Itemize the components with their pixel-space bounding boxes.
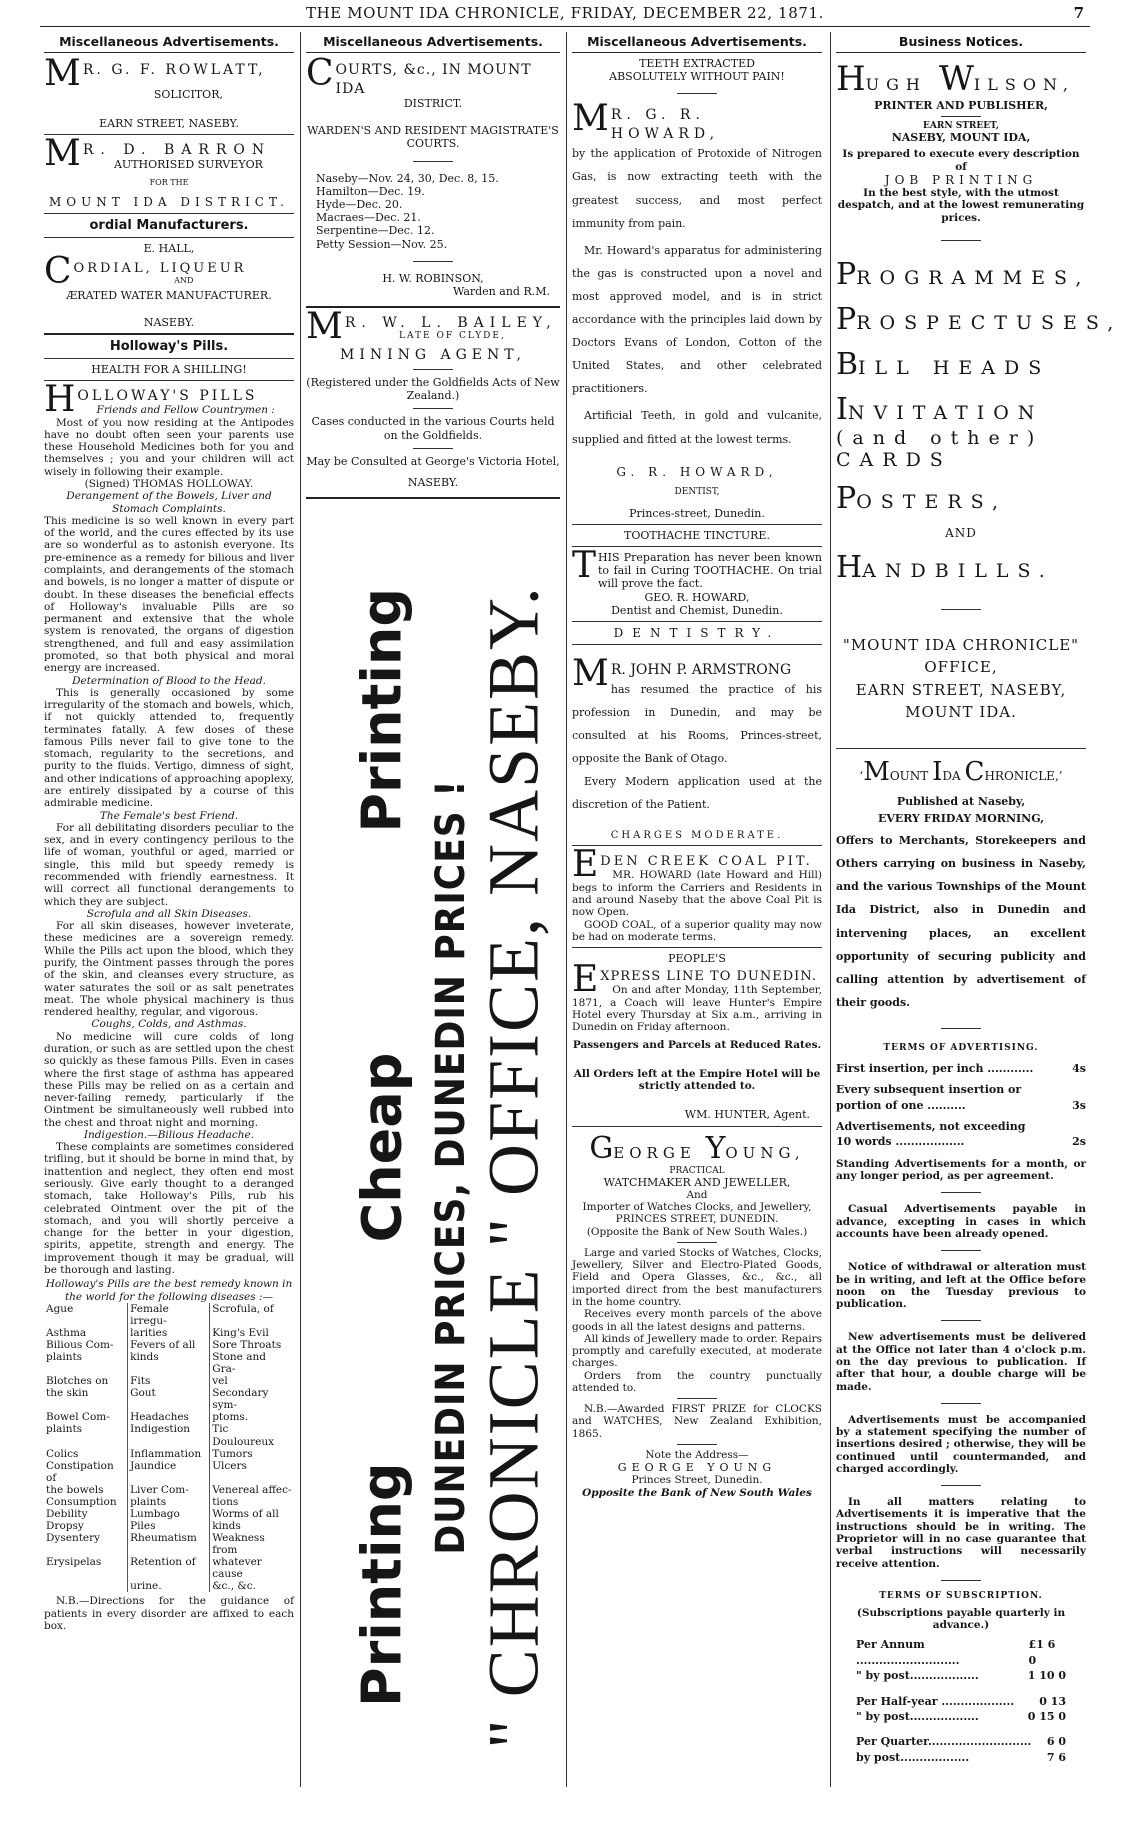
ad-subhead: Derangement of the Bowels, Liver and Stomach Complaints. — [66, 490, 272, 515]
ad-paragraph: Every Modern application used at the discretion of the Patient. — [572, 775, 822, 812]
ad-and: AND — [174, 275, 194, 285]
drop-cap: P — [836, 256, 857, 292]
drop-cap: Y — [705, 1130, 726, 1166]
column-4: Business Notices. HUGH WILSON, PRINTER AND PUBLISHER, EARN STREET, NASEBY, MOUNT IDA, Is prepared to execute every description of JOB PRINTING In the best style, with the utmost despatch, and at the lowest remunerating prices. PROGRAMMES, PROSPECTUSES, BILL HEADS INVITATION (and other) CARDS POSTERS, AND HANDBILLS. "MOUNT IDA CHRONICLE" OFFICE, EARN STREET, NASEBY, MOUNT IDA. ‘MOUNT IDA CHRONICLE,’ Published at Naseby, EVERY FRIDAY MORNING, Offers to Merchants, Storekeepers and Others carrying on business in Naseby, and the various Townships of the Mount Ida District, also in Dunedin and intervening places, an excellent opportunity of securing publicity and calling attention by advertisement of their goods. TERMS OF ADVERTISING. First insertion, per inch ............ 4s Every subsequent insertion or portion of one .......... 3s Advertisements, not exceeding 10 words .................. 2s Standing Advertisements for a month, or any longer period, as per agreement. Casual Advertisements payable in advance, excepting in cases in which accounts have been already opened. Notice of withdrawal or alteration must be in writing, and left at the Office before noon on the Tuesday previous to publication. New advertisements must be delivered at the Office not later than 4 o'clock p.m. on the day previous to publication. If after that hour, a double charge will be made. Advertisements must be accompanied by a statement specifying the number of insertions desired ; otherwise, they will be continued until countermanded, and charged accordingly. In all matters relating to Advertisements it is imperative that the instructions should be in writing. The Proprietor will in no case guarantee that verbal instructions will necessarily receive attention. TERMS OF SUBSCRIPTION. (Subscriptions payable quarterly in advance.) Per Annum ........................... £1 6 0 " by post.................. 1 10 0 Per Half-year ................... 0 13 " by post.................. 0 15 0 Per Quarter........................... 6 0 by post.................. 7 6 — [836, 34, 1122, 1764]
drop-cap: M — [44, 53, 81, 94]
disease-cell: plaints — [46, 1423, 83, 1436]
ad-paragraph: by the application of Protoxide of Nitrogen Gas, is now extracting teeth with the greatest success, and most perfect immunity from pain. — [572, 147, 822, 230]
ad-role: DENTIST, — [674, 486, 720, 497]
ad-paragraph: Note the Address— — [645, 1449, 749, 1462]
disease-cell: Asthma — [46, 1326, 87, 1339]
ad-paragraph: Advertisements must be accompanied by a statement specifying the number of insertions desired ; otherwise, they will be continued until countermanded, and charged accordingly. — [836, 1413, 1086, 1475]
drop-cap: C — [44, 250, 72, 292]
printing-item-label: AND — [945, 525, 977, 540]
disease-cell: Retention of — [128, 1556, 210, 1580]
ad-paragraph: New advertisements must be delivered at the Office not later than 4 o'clock p.m. on the day previous to publication. If after that hour, a double charge will be made. — [836, 1331, 1086, 1393]
rates-list — [836, 1061, 1086, 1150]
office-address: MOUNT IDA. — [905, 703, 1017, 722]
printing-item — [836, 481, 1086, 516]
drop-cap: B — [836, 346, 859, 382]
disease-row — [44, 1339, 294, 1351]
disease-cell: Bowel Com- — [46, 1411, 110, 1424]
disease-cell: Dropsy — [46, 1519, 84, 1532]
paper-name: OUNT — [889, 768, 929, 783]
ad-address: PRINCES STREET, DUNEDIN. — [615, 1213, 779, 1226]
drop-cap: M — [306, 306, 343, 348]
subscription-value: 6 0 — [1046, 1735, 1066, 1749]
printing-item-label: OSTERS, — [856, 490, 1008, 513]
ad-town: NASEBY. — [407, 476, 459, 489]
disease-cell: kinds — [210, 1520, 294, 1532]
ad-subhead: Coughs, Colds, and Asthmas. — [91, 1018, 247, 1031]
ad-paragraph: Offers to Merchants, Storekeepers and Others carrying on business in Naseby, and the various Townships of the Mount Ida District, also in Dunedin and intervening places, an excellent opportunity of securing publicity and calling attention by advertisement of their goods. — [836, 834, 1086, 1009]
ad-name: R. W. L. BAILEY, — [344, 315, 557, 332]
court-date: Naseby—Nov. 24, 30, Dec. 8, 15. — [316, 171, 499, 185]
ad-name: R. G. F. ROWLATT, — [82, 62, 266, 78]
ad-title: OURTS, &c., IN MOUNT IDA — [335, 62, 532, 97]
subscription-value: 7 6 — [1046, 1750, 1066, 1764]
ad-role: WATCHMAKER AND JEWELLER, — [603, 1175, 791, 1189]
drop-cap: P — [836, 480, 857, 516]
disease-cell: Erysipelas — [46, 1556, 102, 1569]
printing-item — [836, 347, 1086, 382]
ad-signature: H. W. ROBINSON, — [382, 271, 484, 285]
ad-subhead: Indigestion.—Bilious Headache. — [83, 1128, 255, 1141]
ad-subhead: PEOPLE'S — [668, 952, 726, 966]
column-rule — [566, 32, 567, 1787]
disease-cell: plaints — [46, 1351, 83, 1364]
ad-name: UGH — [865, 75, 927, 94]
disease-cell: vel — [210, 1375, 294, 1387]
ad-title: DEN CREEK COAL PIT. — [600, 854, 813, 870]
disease-cell: Ague — [46, 1302, 74, 1315]
column-2 — [302, 32, 564, 1787]
drop-cap: M — [572, 652, 609, 694]
ad-subhead: The Female's best Friend. — [99, 809, 239, 822]
ad-signature: GEO. R. HOWARD, — [644, 590, 750, 604]
drop-cap: I — [836, 391, 848, 427]
ad-name: R. JOHN P. ARMSTRONG — [610, 661, 792, 678]
vertical-line-printing — [351, 517, 414, 1817]
subscription-row — [836, 1734, 1086, 1749]
disease-cell: Piles — [128, 1520, 210, 1532]
drop-cap: G — [589, 1130, 614, 1166]
disease-table — [44, 1303, 294, 1593]
subscription-row — [836, 1694, 1086, 1709]
ad-name: GEORGE YOUNG — [617, 1461, 777, 1475]
disease-cell: Debility — [46, 1507, 88, 1520]
column-heading: Miscellaneous Advertisements. — [572, 32, 822, 53]
subscription-row — [836, 1750, 1086, 1765]
court-date: Petty Session—Nov. 25. — [316, 237, 448, 251]
drop-cap: H — [44, 379, 76, 421]
disease-row — [44, 1303, 294, 1327]
ad-for: FOR THE — [149, 177, 189, 187]
ad-signature-role: Dentist and Chemist, Dunedin. — [611, 603, 783, 617]
disease-cell: Constipation of — [46, 1459, 114, 1484]
disease-row — [44, 1423, 294, 1447]
disease-cell: Scrofula, of — [210, 1303, 294, 1327]
court-date: Hyde—Dec. 20. — [316, 197, 403, 211]
ad-paragraph: Artificial Teeth, in gold and vulcanite, supplied and fitted at the lowest terms. — [572, 409, 822, 446]
rate-value: 2s — [1072, 1135, 1086, 1149]
disease-cell: Fits — [128, 1375, 210, 1387]
ad-late: LATE OF CLYDE, — [399, 331, 506, 342]
column-heading: Business Notices. — [836, 32, 1086, 53]
rate-label: First insertion, per inch ............ — [836, 1061, 1034, 1075]
ad-address: EARN STREET, — [923, 121, 999, 132]
rate-label: Advertisements, not exceeding 10 words .................. — [836, 1120, 1026, 1149]
disease-cell: the skin — [46, 1387, 89, 1400]
disease-cell: ptoms. — [210, 1411, 294, 1423]
drop-cap: I — [932, 756, 943, 787]
disease-cell: the bowels — [46, 1483, 104, 1496]
ad-paragraph: This medicine is so well known in every part of the world, and the cures effected by its use are so wonderful as to astonish everyone. Its pre-eminence as a remedy for bilious and liver complaints, and derangements of the stomach and bowels, is no longer a matter of dispute or doubt. In these diseases the beneficial effects of Holloway's invaluable Pills are so permanent and extensive that the whole system is renovated, the organs of digestion strengthened, and full and easy assimilation promoted, so that both physical and moral energy are increased. — [44, 514, 294, 675]
disease-cell: Bilious Com- — [46, 1339, 114, 1352]
disease-cell: Female irregu- — [128, 1303, 210, 1327]
disease-cell: Consumption — [46, 1495, 117, 1508]
ad-title: TEETH EXTRACTED — [639, 57, 755, 70]
disease-cell: plaints — [128, 1496, 210, 1508]
printing-item — [836, 301, 1122, 337]
court-dates-list — [306, 172, 560, 251]
ad-paragraph: Receives every month parcels of the above goods in all the latest designs and patterns. — [572, 1308, 822, 1333]
rate-row — [836, 1082, 1086, 1113]
drop-cap: W — [938, 59, 974, 99]
disease-row — [44, 1484, 294, 1496]
ad-subhead: PRACTICAL — [669, 1165, 725, 1176]
ad-paragraph: (Subscriptions payable quarterly in advance.) — [856, 1606, 1066, 1632]
court-date: Serpentine—Dec. 12. — [316, 224, 435, 238]
subscription-value: 0 13 — [1039, 1694, 1066, 1708]
ad-paragraph: This is generally occasioned by some irregularity of the stomach and bowels, which, if not quickly attended to, frequently terminates fatally. A few doses of these famous Pills never fail to give tone to the stomach, regularity to the secretions, and purity to the fluids. Vertigo, dimness of sight, and other indications of approaching apoplexy, are entirely dissipated by a course of this admirable medicine. — [44, 686, 294, 810]
ad-address: Opposite the Bank of New South Wales — [582, 1486, 812, 1499]
masthead-title: THE MOUNT IDA CHRONICLE, FRIDAY, DECEMBER 22, 1871. — [305, 4, 825, 22]
drop-cap: H — [836, 549, 863, 585]
ad-barron — [44, 133, 294, 209]
subscription-label: Per Annum ........................... — [856, 1638, 960, 1667]
column-heading: Miscellaneous Advertisements. — [306, 32, 560, 53]
ad-subhead: Scrofula and all Skin Diseases. — [86, 907, 252, 920]
ad-signature: (Signed) THOMAS HOLLOWAY. — [84, 478, 254, 490]
section-heading: TERMS OF SUBSCRIPTION. — [879, 1590, 1043, 1601]
section-heading: Holloway's Pills. — [109, 339, 229, 355]
disease-cell — [44, 1580, 128, 1592]
column-heading: Miscellaneous Advertisements. — [44, 32, 294, 53]
drop-cap: C — [306, 53, 334, 94]
disease-cell: larities — [128, 1327, 210, 1339]
drop-cap: T — [572, 544, 597, 586]
vertical-line-chronicle: " CHRONICLE " OFFICE, NASEBY. — [473, 585, 554, 1749]
drop-cap: E — [572, 844, 599, 886]
ad-role: SOLICITOR, — [153, 88, 223, 101]
printing-item — [836, 550, 1086, 585]
disease-cell: Blotches on — [46, 1375, 109, 1388]
printing-item-label: NVITATION (and other) CARDS — [836, 401, 1044, 471]
ad-district: MOUNT IDA DISTRICT. — [49, 194, 289, 209]
ad-paragraph: Notice of withdrawal or alteration must be in writing, and left at the Office before noon on the Tuesday previous to publication. — [836, 1261, 1086, 1311]
disease-cell: tions — [210, 1496, 294, 1508]
disease-cell: Rheumatism — [128, 1532, 210, 1556]
ad-role: AUTHORISED SURVEYOR — [113, 158, 263, 172]
ad-subhead: Friends and Fellow Countrymen : — [96, 404, 275, 417]
disease-row — [44, 1448, 294, 1460]
subscription-row — [836, 1709, 1086, 1724]
disease-cell: Inflammation — [128, 1448, 210, 1460]
drop-cap: P — [836, 301, 857, 337]
court-date: Hamilton—Dec. 19. — [316, 184, 425, 198]
rate-row — [836, 1061, 1086, 1076]
subscription-label: Per Half-year ................... — [856, 1694, 1015, 1708]
disease-row — [44, 1411, 294, 1423]
disease-cell: kinds — [128, 1351, 210, 1375]
ad-paragraph: Published at Naseby, — [896, 794, 1026, 808]
drop-cap: E — [572, 959, 599, 1001]
printing-item — [836, 392, 1086, 471]
ad-paragraph: Casual Advertisements payable in advance, excepting in cases in which accounts have been already opened. — [836, 1203, 1086, 1240]
ad-tagline: HEALTH FOR A SHILLING! — [91, 363, 247, 377]
ad-paragraph: On and after Monday, 11th September, 1871, a Coach will leave Hunter's Empire Hotel every Thursday at Six a.m., arriving in Dunedin on Friday afternoon. — [572, 984, 822, 1034]
ad-title: DISTRICT. — [403, 97, 463, 110]
ad-name: OUNG, — [725, 1143, 805, 1162]
ad-rowlatt — [44, 53, 294, 131]
column-rule — [300, 32, 301, 1787]
disease-row — [44, 1327, 294, 1339]
office-title: "MOUNT IDA CHRONICLE" — [842, 635, 1080, 654]
ad-paragraph: Orders from the country punctually attended to. — [572, 1369, 822, 1394]
subscription-value: 0 15 0 — [1027, 1710, 1066, 1724]
ad-town: NASEBY. — [143, 315, 195, 329]
ad-paragraph: GOOD COAL, of a superior quality may now be had on moderate terms. — [572, 918, 822, 943]
printing-item-label: ROGRAMMES, — [856, 266, 1091, 289]
ad-paragraph: Mr. Howard's apparatus for administering the gas is constructed upon a novel and most approved model, and is in strict accordance with the principles laid down by Doctors Evans of London, Cotton of the United States, and other celebrated practitioners. — [572, 243, 822, 396]
ad-signature: WM. HUNTER, Agent. — [684, 1108, 810, 1122]
rate-value: 4s — [1072, 1061, 1086, 1075]
ad-charges: CHARGES MODERATE. — [610, 830, 784, 842]
ad-name: ILSON, — [973, 75, 1076, 94]
ad-address: EARN STREET, NASEBY. — [99, 117, 239, 131]
ad-title: DENTISTRY. — [613, 625, 781, 640]
drop-cap: M — [863, 756, 890, 787]
ad-subhead: WARDEN'S AND RESIDENT MAGISTRATE'S COURTS. — [307, 124, 559, 151]
column-3 — [568, 32, 826, 1787]
disease-cell: Liver Com- — [128, 1484, 210, 1496]
subscription-label: Per Quarter........................... — [856, 1735, 1032, 1749]
disease-cell: urine. — [128, 1580, 210, 1592]
disease-cell: Worms of all — [210, 1508, 294, 1520]
ad-role: Importer of Watches Clocks, and Jewellery, — [582, 1200, 812, 1213]
disease-row — [44, 1351, 294, 1375]
drop-cap: M — [44, 133, 81, 175]
disease-cell: whatever cause — [210, 1556, 294, 1580]
section-heading: ordial Manufacturers. — [89, 217, 249, 233]
printing-list — [836, 256, 1122, 585]
ad-paragraph: Standing Advertisements for a month, or any longer period, as per agreement. — [836, 1157, 1086, 1183]
ad-title: OLLOWAY'S PILLS — [77, 388, 258, 405]
ad-title: ABSOLUTELY WITHOUT PAIN! — [609, 70, 785, 84]
subscription-label: by post.................. — [856, 1750, 970, 1764]
ad-subhead: Determination of Blood to the Head. — [72, 674, 266, 687]
rate-value: 3s — [1072, 1098, 1086, 1112]
vertical-word: Printing — [350, 1462, 414, 1708]
disease-cell: Fevers of all — [128, 1339, 210, 1351]
ad-paragraph: EVERY FRIDAY MORNING, — [877, 811, 1045, 825]
disease-cell: Gout — [128, 1387, 210, 1411]
ad-line: ÆRATED WATER MANUFACTURER. — [66, 288, 272, 302]
vertical-word: Cheap — [350, 1052, 414, 1243]
disease-cell: Ulcers — [210, 1460, 294, 1484]
subscription-label: " by post.................. — [856, 1710, 979, 1724]
disease-cell: King's Evil — [210, 1327, 294, 1339]
column-rule — [830, 32, 831, 1787]
disease-cell: &c., &c. — [210, 1580, 294, 1592]
ad-signature-role: Warden and R.M. — [452, 284, 550, 298]
ad-subhead: Holloway's Pills are the best remedy known in the world for the following diseases :— — [45, 1278, 293, 1303]
drop-cap: M — [572, 98, 609, 140]
subscription-value: 1 10 0 — [1027, 1669, 1066, 1683]
ad-paragraph: (Registered under the Goldfields Acts of New Zealand.) — [306, 376, 560, 403]
subscription-label: " by post.................. — [856, 1669, 979, 1683]
disease-row — [44, 1496, 294, 1508]
disease-row — [44, 1375, 294, 1387]
ad-paragraph: Large and varied Stocks of Watches, Clocks, Jewellery, Silver and Electro-Plated Goods, Field and Opera Glasses, &c., &c., all imported direct from the best manufacturers in the home country. — [572, 1246, 822, 1308]
page-number: 7 — [1073, 4, 1084, 22]
ad-name: EORGE — [613, 1143, 696, 1162]
disease-cell: Lumbago — [128, 1508, 210, 1520]
disease-cell: Indigestion — [128, 1423, 210, 1447]
office-address: EARN STREET, NASEBY, — [855, 680, 1067, 699]
ad-paragraph: HIS Preparation has never been known to fail in Curing TOOTHACHE. On trial will prove the fact. — [598, 550, 822, 591]
office-title: OFFICE, — [924, 658, 998, 677]
printing-item-label: ANDBILLS. — [862, 559, 1054, 582]
disease-cell: Dysentery — [46, 1532, 101, 1545]
ad-address: Princes-street, Dunedin. — [629, 506, 765, 520]
disease-cell: Sore Throats — [210, 1339, 294, 1351]
subscription-value: £1 6 0 — [1028, 1638, 1056, 1667]
subscription-list — [836, 1637, 1086, 1765]
ad-paragraph: These complaints are sometimes considered trifling, but it should be borne in mind that, by inattention and neglect, they often end most seriously. Give early thought to a deranged stomach, take Holloway's Pills, rub his celebrated Ointment over the pit of the stomach, and you will shortly perceive a change for the better in your digestion, spirits, appetite, strength and energy. The improvement though it may be gradual, will be thorough and lasting. — [44, 1141, 294, 1276]
ad-address: Princes Street, Dunedin. — [631, 1474, 763, 1487]
ad-paragraph: Passengers and Parcels at Reduced Rates. — [572, 1039, 822, 1052]
ad-paragraph: May be Consulted at George's Victoria Hotel, — [306, 454, 560, 468]
disease-cell: Stone and Gra- — [210, 1351, 294, 1375]
ad-paragraph: In all matters relating to Advertisements it is imperative that the instructions should be in writing. The Proprietor will in no case guarantee that verbal instructions will necessarily receive attention. — [836, 1496, 1086, 1570]
paper-name: DA — [942, 768, 961, 783]
court-date: Macraes—Dec. 21. — [316, 211, 421, 225]
ad-line: ORDIAL, LIQUEUR — [73, 260, 247, 276]
disease-row — [44, 1532, 294, 1556]
disease-row — [44, 1520, 294, 1532]
ad-paragraph: All kinds of Jewellery made to order. Repairs promptly and carefully executed, at moderate charges. — [572, 1332, 823, 1370]
ad-address: (Opposite the Bank of New South Wales.) — [586, 1225, 808, 1238]
ad-title: TOOTHACHE TINCTURE. — [624, 528, 770, 542]
ad-paragraph: MR. HOWARD (late Howard and Hill) begs to inform the Carriers and Residents in and around Naseby that the above Coal Pit is now Open. — [572, 869, 822, 919]
section-heading: TERMS OF ADVERTISING. — [883, 1042, 1039, 1053]
disease-row — [44, 1460, 294, 1484]
disease-cell: Venereal affec- — [210, 1484, 294, 1496]
disease-row — [44, 1580, 294, 1592]
drop-cap: C — [964, 756, 985, 787]
disease-cell: Tumors — [210, 1448, 294, 1460]
disease-cell: Tic Douloureux — [210, 1423, 294, 1447]
masthead-rule — [40, 26, 1090, 27]
ad-paragraph: For all skin diseases, however inveterate, these medicines are a sovereign remedy. While the Pills act upon the blood, which they purify, the Ointment passes through the pores of the skin, and cleanses every structure, as water saturates the soil or as salt penetrates meat. The whole physical machinery is thus rendered healthy, regular, and vigorous. — [44, 920, 294, 1019]
ad-name: R. D. BARRON — [82, 142, 272, 159]
ad-job: JOB PRINTING — [884, 172, 1038, 187]
ad-name: R. G. R. HOWARD, — [610, 107, 720, 143]
ad-paragraph: No medicine will cure colds of long duration, or such as are settled upon the chest so quickly as these famous Pills. Even in cases where the first stage of asthma has appeared these Pills may be relied on as a certain and never-failing remedy, particularly if the Ointment be simultaneously well rubbed into the chest and throat night and morning. — [44, 1030, 294, 1129]
ad-paragraph: All Orders left at the Empire Hotel will be strictly attended to. — [573, 1067, 821, 1093]
rate-row — [836, 1119, 1086, 1150]
ad-name: E. HALL, — [143, 241, 195, 255]
ad-role: PRINTER AND PUBLISHER, — [874, 99, 1048, 112]
ad-paragraph: N.B.—Awarded FIRST PRIZE for CLOCKS and WATCHES, New Zealand Exhibition, 1865. — [572, 1403, 822, 1440]
column-1 — [40, 32, 298, 1787]
printing-item-label: ILL HEADS — [858, 356, 1051, 379]
paper-name: HRONICLE, — [984, 768, 1059, 783]
subscription-row — [836, 1637, 1086, 1668]
ad-paragraph: In the best style, with the utmost despatch, and at the lowest remunerating prices. — [837, 186, 1085, 224]
disease-cell: Secondary sym- — [210, 1387, 294, 1411]
vertical-word: Printing — [350, 588, 414, 833]
subscription-row — [836, 1668, 1086, 1683]
rate-label: Every subsequent insertion or portion of one .......... — [836, 1083, 1022, 1112]
ad-address: NASEBY, MOUNT IDA, — [891, 131, 1031, 145]
disease-cell: Colics — [46, 1447, 79, 1460]
ad-role: MINING AGENT, — [339, 347, 527, 364]
printing-item — [836, 526, 1086, 540]
ad-paragraph: Is prepared to execute every description of — [842, 148, 1080, 173]
ad-hall — [44, 242, 294, 330]
disease-cell: Jaundice — [128, 1460, 210, 1484]
vertical-line-dunedin: DUNEDIN PRICES, DUNEDIN PRICES ! — [428, 779, 474, 1555]
ad-and: And — [686, 1188, 708, 1201]
disease-row — [44, 1556, 294, 1580]
drop-cap: H — [836, 59, 866, 99]
ad-paragraph: Most of you now residing at the Antipodes have no doubt often seen your parents use these Household Medicines both for you and themselves ; you and your children will act wisely in following their example. — [44, 416, 294, 478]
printing-item — [836, 256, 1091, 292]
ad-paragraph: has resumed the practice of his profession in Dunedin, and may be consulted at his Rooms, Princes-street, opposite the Bank of Otago. — [572, 682, 822, 766]
disease-row — [44, 1387, 294, 1411]
vertical-printing-ad — [306, 507, 560, 1827]
ad-title: XPRESS LINE TO DUNEDIN. — [600, 969, 817, 985]
ad-signature: G. R. HOWARD, — [616, 464, 778, 479]
ad-footnote: N.B.—Directions for the guidance of patients in every disorder are affixed to each box. — [44, 1595, 294, 1632]
disease-cell: Headaches — [128, 1411, 210, 1423]
printing-item-label: ROSPECTUSES, — [856, 311, 1122, 334]
disease-cell: Weakness from — [210, 1532, 294, 1556]
ad-paragraph: For all debilitating disorders peculiar to the sex, and in every contingency perilous to the life of woman, youthful or aged, married or single, this mild but speedy remedy is recommended with friendly earnestness. It will correct all functional derangements to which they are subject. — [44, 821, 294, 908]
ad-paragraph: Cases conducted in the various Courts held on the Goldfields. — [311, 415, 555, 442]
disease-row — [44, 1508, 294, 1520]
